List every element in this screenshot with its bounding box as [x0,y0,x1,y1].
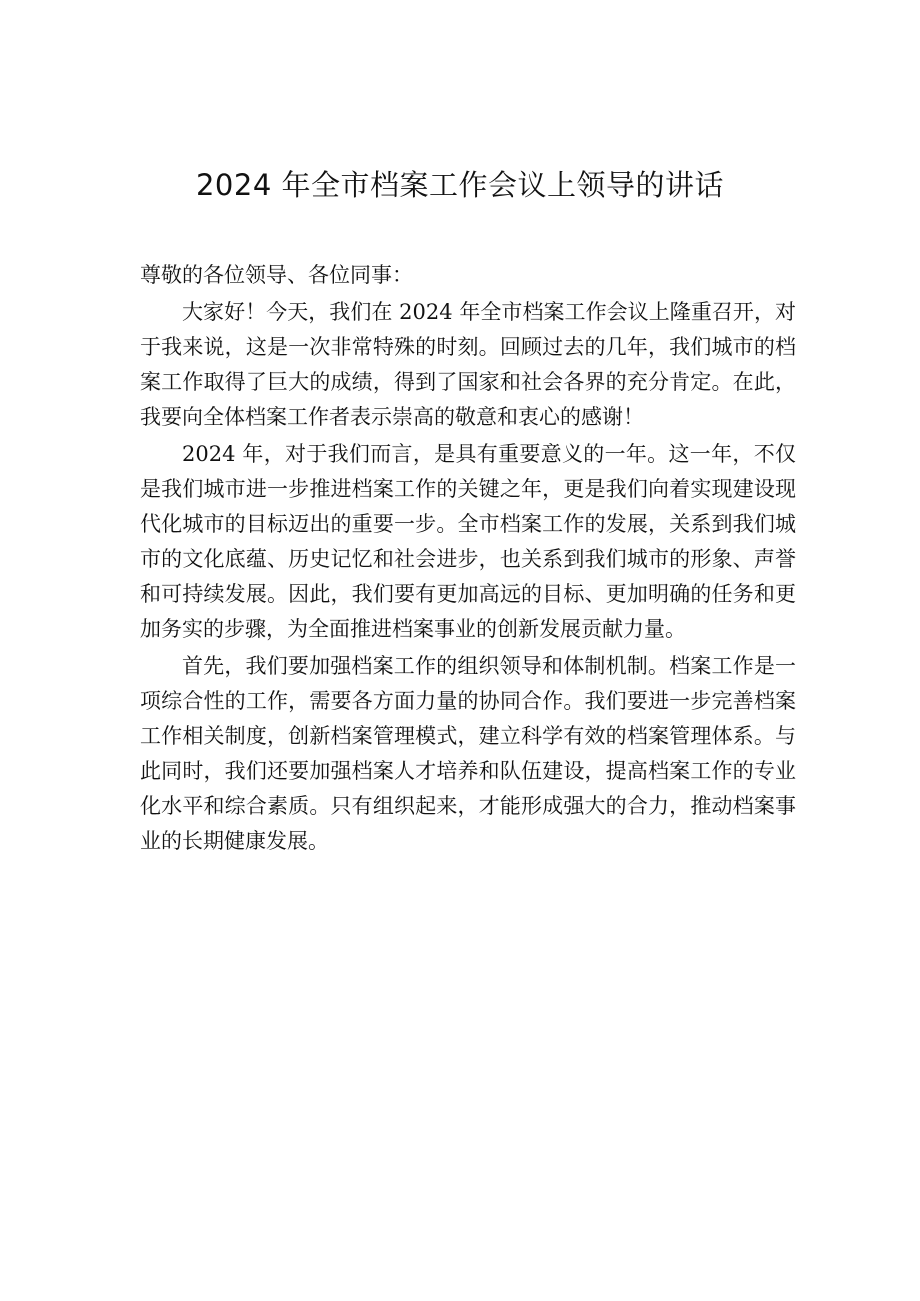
paragraph-1: 大家好！今天，我们在 2024 年全市档案工作会议上隆重召开，对于我来说，这是一次非常特殊的时刻。回顾过去的几年，我们城市的档案工作取得了巨大的成绩，得到了国家和社会各界的充分肯定。在此，我要向全体档案工作者表示崇高的敬意和衷心的感谢！ [140,300,796,429]
salutation: 尊敬的各位领导、各位同事： [140,263,413,287]
paragraph-3: 首先，我们要加强档案工作的组织领导和体制机制。档案工作是一项综合性的工作，需要各方面力量的协同合作。我们要进一步完善档案工作相关制度，创新档案管理模式，建立科学有效的档案管理体系。与此同时，我们还要加强档案人才培养和队伍建设，提高档案工作的专业化水平和综合素质。只有组织起来，才能形成强大的合力，推动档案事业的长期健康发展。 [140,654,796,853]
paragraph-2: 2024 年，对于我们而言，是具有重要意义的一年。这一年，不仅是我们城市进一步推进档案工作的关键之年，更是我们向着实现建设现代化城市的目标迈出的重要一步。全市档案工作的发展，关系到我们城市的文化底蕴、历史记忆和社会进步，也关系到我们城市的形象、声誉和可持续发展。因此，我们要有更加高远的目标、更加明确的任务和更加务实的步骤，为全面推进档案事业的创新发展贡献力量。 [140,442,796,641]
document-title: 2024 年全市档案工作会议上领导的讲话 [195,168,725,202]
document-body [140,258,796,861]
